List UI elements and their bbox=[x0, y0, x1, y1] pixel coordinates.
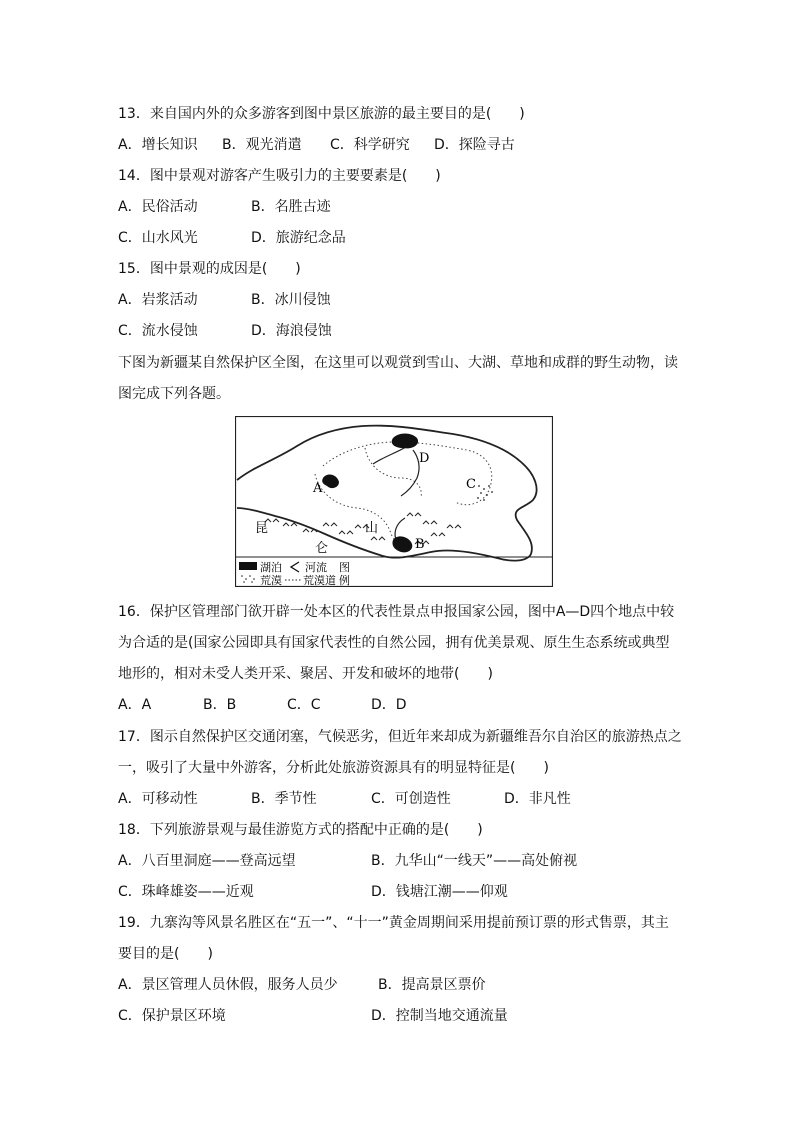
q19-line-1: 19．九寨沟等风景名胜区在“五一”、“十一”黄金周期间采用提前预订票的形式售票，其主 bbox=[118, 915, 669, 931]
q18-stem: 18．下列旅游景观与最佳游览方式的搭配中正确的是( ) bbox=[118, 822, 483, 838]
q14-option-b: B．名胜古迹 bbox=[251, 199, 331, 215]
q17-option-a: A．可移动性 bbox=[118, 791, 198, 807]
q19-option-c: C．保护景区环境 bbox=[118, 1008, 226, 1024]
q17-option-c: C．可创造性 bbox=[371, 791, 451, 807]
point-label-a: A bbox=[313, 481, 323, 496]
q19-option-d: D．控制当地交通流量 bbox=[371, 1008, 508, 1024]
q19-option-b: B．提高景区票价 bbox=[378, 977, 486, 993]
q13-option-b: B．观光消遣 bbox=[222, 137, 302, 153]
q17-option-b: B．季节性 bbox=[251, 791, 317, 807]
legend-title-1: 图 bbox=[339, 561, 350, 574]
point-label-d: D bbox=[419, 451, 430, 466]
q13-option-c: C．科学研究 bbox=[330, 137, 410, 153]
q13-option-d: D．探险寻古 bbox=[434, 137, 515, 153]
mountain-char-shan: 山 bbox=[365, 521, 379, 536]
legend-lake-label: 湖泊 bbox=[260, 561, 282, 574]
q15-option-b: B．冰川侵蚀 bbox=[251, 292, 331, 308]
q16-option-c: C．C bbox=[287, 697, 321, 713]
q16-line-3: 地形的，相对未受人类开采、聚居、开发和破坏的地带( ) bbox=[118, 666, 493, 682]
q14-option-a: A．民俗活动 bbox=[118, 199, 198, 215]
q13-stem: 13．来自国内外的众多游客到图中景区旅游的最主要目的是( ) bbox=[118, 106, 525, 122]
q15-stem: 15．图中景观的成因是( ) bbox=[118, 261, 301, 277]
mountain-char-kun: 昆 bbox=[255, 521, 269, 536]
q16-line-2: 为合适的是(国家公园即具有国家代表性的自然公园，拥有优美景观、原生生态系统或典型 bbox=[118, 635, 670, 651]
q19-option-a: A．景区管理人员休假，服务人员少 bbox=[118, 977, 338, 993]
legend-desert-label: 荒漠 bbox=[260, 574, 282, 587]
q18-option-c: C．珠峰雄姿——近观 bbox=[118, 884, 254, 900]
q17-line-2: 一，吸引了大量中外游客，分析此处旅游资源具有的明显特征是( ) bbox=[118, 760, 549, 776]
q16-line-1: 16．保护区管理部门欲开辟一处本区的代表性景点申报国家公园，图中A—D四个地点中较 bbox=[118, 604, 675, 620]
point-label-b: B bbox=[415, 537, 425, 552]
q18-option-a: A．八百里洞庭——登高远望 bbox=[118, 853, 296, 869]
q13-option-a: A．增长知识 bbox=[118, 137, 198, 153]
point-label-c: C bbox=[466, 477, 476, 492]
q16-option-d: D．D bbox=[371, 697, 407, 713]
q18-option-b: B．九华山“一线天”——高处俯视 bbox=[371, 853, 578, 869]
legend-title-2: 例 bbox=[339, 574, 350, 587]
q17-option-d: D．非凡性 bbox=[504, 791, 571, 807]
legend-road-label: 荒漠道 bbox=[303, 574, 336, 587]
q17-line-1: 17．图示自然保护区交通闭塞，气候恶劣，但近年来却成为新疆维吾尔自治区的旅游热点之 bbox=[118, 729, 682, 745]
intro-line-1: 下图为新疆某自然保护区全图，在这里可以观赏到雪山、大湖、草地和成群的野生动物，读 bbox=[118, 355, 678, 371]
mountain-char-lun: 仑 bbox=[315, 541, 329, 556]
q18-option-d: D．钱塘江潮——仰观 bbox=[371, 884, 508, 900]
legend-lake-swatch bbox=[239, 562, 257, 570]
q15-option-a: A．岩浆活动 bbox=[118, 292, 198, 308]
q14-option-d: D．旅游纪念品 bbox=[251, 230, 346, 246]
nature-reserve-map bbox=[235, 416, 553, 587]
q15-option-c: C．流水侵蚀 bbox=[118, 323, 198, 339]
q14-stem: 14．图中景观对游客产生吸引力的主要要素是( ) bbox=[118, 168, 441, 184]
intro-line-2: 图完成下列各题。 bbox=[118, 386, 230, 402]
q19-line-2: 要目的是( ) bbox=[118, 946, 213, 962]
q16-option-a: A．A bbox=[118, 697, 152, 713]
q16-option-b: B．B bbox=[203, 697, 237, 713]
q14-option-c: C．山水风光 bbox=[118, 230, 198, 246]
q15-option-d: D．海浪侵蚀 bbox=[251, 323, 332, 339]
legend-river-label: 河流 bbox=[305, 561, 327, 574]
